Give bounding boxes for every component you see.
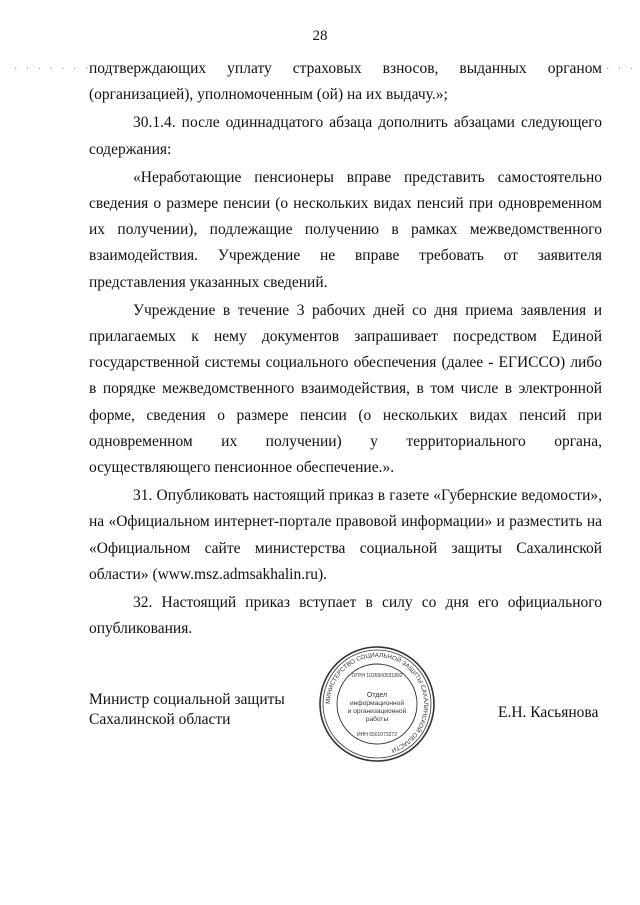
paragraph: Учреждение в течение 3 рабочих дней со дня приема заявления и прилагаемых к нему документов запрашивает посредством Единой государственной системы социального обеспечения (далее - ЕГИССО) либо в порядке межведомственного взаимодействия, в том числе в электронной форме, сведения о размере пенсии (о нескольких видах пенсий при одновременном их получении) у территориального органа, осуществляющего пенсионное обеспечение.». [89, 301, 602, 477]
position-line: Министр социальной защиты [89, 691, 285, 708]
stamp-ogrn: ОГРН 1026500531892 [351, 673, 403, 679]
paragraph: 30.1.4. после одиннадцатого абзаца дополнить абзацами следующего содержания: [89, 114, 602, 158]
document-body [89, 56, 602, 642]
stamp-center-line: информационной [349, 700, 405, 707]
scan-artifact: · · · [606, 64, 636, 75]
page-number: 28 [312, 28, 328, 44]
stamp-outer-text: МИНИСТЕРСТВО СОЦИАЛЬНОЙ ЗАЩИТЫ САХАЛИНСКОЙ ОБЛАСТИ [324, 651, 430, 754]
paragraph: 31. Опубликовать настоящий приказ в газете «Губернские ведомости», на «Официальном интернет-портале правовой информации» и разместить на «Официальном сайте министерства социальной защиты Сахалинской области» (www.msz.admsakhalin.ru). [89, 487, 602, 583]
paragraph: 32. Настоящий приказ вступает в силу со дня его официального опубликования. [89, 594, 602, 638]
stamp-inn: ИНН 6501073272 [356, 732, 398, 738]
paragraph: «Неработающие пенсионеры вправе представить самостоятельно сведения о размере пенсии (о нескольких видах пенсий при одновременном их получении), подлежащие получению в рамках межведомственного взаимодействия. Учреждение не вправе требовать от заявителя представления указанных сведений. [89, 168, 602, 291]
stamp-center-line: Отдел [366, 692, 388, 699]
official-stamp [316, 643, 438, 765]
signature-position [89, 690, 285, 730]
signatory-name: Е.Н. Касьянова [498, 704, 599, 721]
stamp-center-line: и организационной [347, 708, 407, 715]
paragraph: подтверждающих уплату страховых взносов, выданных органом (организацией), уполномоченным (ой) на их выдачу.»; [89, 60, 602, 104]
stamp-center-line: работы [365, 716, 389, 723]
position-line: Сахалинской области [89, 711, 231, 728]
scan-artifact: · · · · · · · [14, 64, 92, 75]
